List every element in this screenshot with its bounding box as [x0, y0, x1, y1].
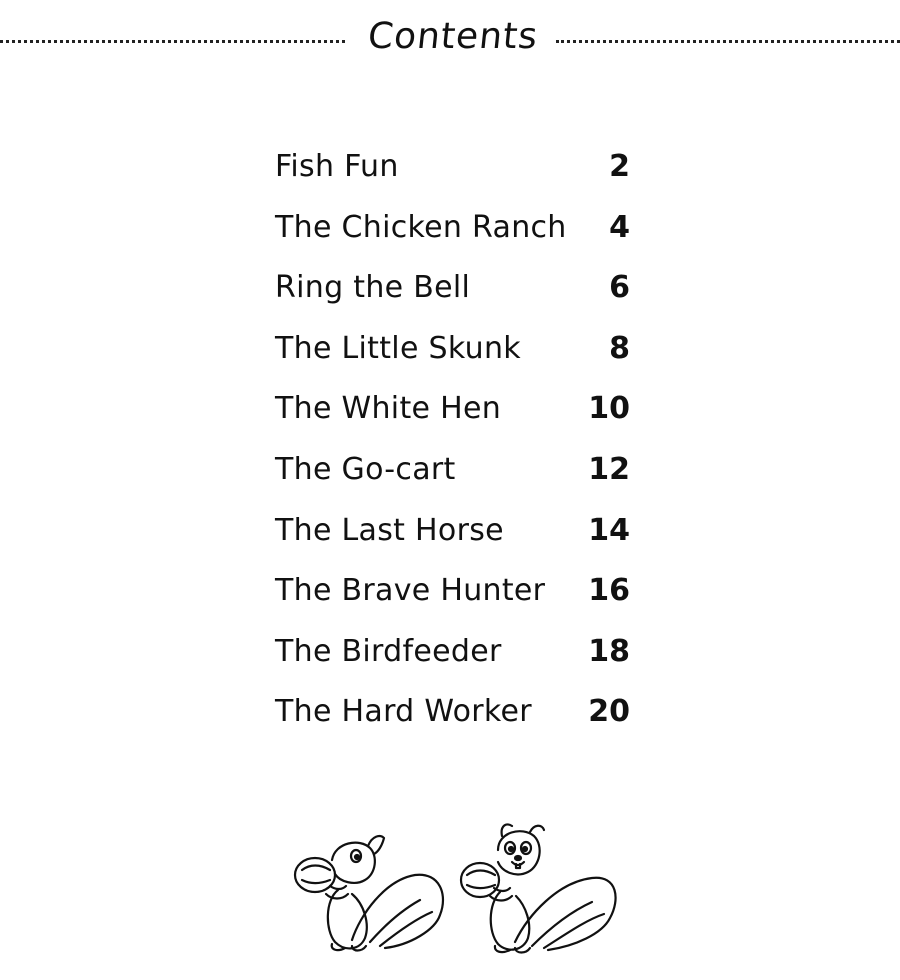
toc-entry-title: The Birdfeeder	[275, 633, 502, 669]
toc-entry-page: 8	[609, 330, 630, 366]
toc-entry-title: The Little Skunk	[275, 330, 521, 366]
toc-entry-title: Fish Fun	[275, 149, 399, 184]
dotted-divider-left	[0, 40, 345, 43]
toc-entry-page: 6	[609, 270, 630, 306]
toc-entry[interactable]	[275, 204, 630, 265]
toc-entry-page: 4	[609, 209, 630, 245]
page-title: Contents	[365, 16, 541, 57]
toc-entry[interactable]	[275, 567, 630, 628]
toc-entry-page: 20	[588, 694, 630, 730]
toc-entry-page: 10	[588, 391, 630, 427]
toc-entry-page: 12	[588, 451, 630, 487]
toc-entry-page: 18	[588, 633, 630, 669]
toc-entry[interactable]	[275, 507, 630, 568]
toc-entry[interactable]	[275, 628, 630, 689]
toc-entry[interactable]	[275, 688, 630, 749]
dotted-divider-right	[556, 40, 900, 43]
toc-entry-title: The White Hen	[275, 391, 502, 427]
toc-entry-title: The Brave Hunter	[275, 573, 546, 609]
toc-entry-page: 2	[609, 149, 630, 184]
toc-entry-title: The Hard Worker	[275, 694, 532, 730]
toc-entry[interactable]	[275, 143, 630, 204]
chipmunk-right-icon	[461, 824, 616, 952]
toc-entry-page: 14	[588, 512, 630, 548]
toc-entry-title: Ring the Bell	[275, 270, 471, 306]
toc-entry-title: The Chicken Ranch	[275, 209, 567, 245]
toc-entry-page: 16	[588, 573, 630, 609]
toc-entry[interactable]	[275, 264, 630, 325]
toc-entry-title: The Last Horse	[275, 512, 504, 548]
toc-entry[interactable]	[275, 385, 630, 446]
toc-entry[interactable]	[275, 325, 630, 386]
table-of-contents	[275, 143, 630, 749]
chipmunks-illustration	[290, 820, 620, 960]
toc-entry[interactable]	[275, 446, 630, 507]
chipmunk-left-icon	[295, 836, 443, 950]
contents-header	[0, 14, 900, 70]
toc-entry-title: The Go-cart	[275, 451, 456, 487]
